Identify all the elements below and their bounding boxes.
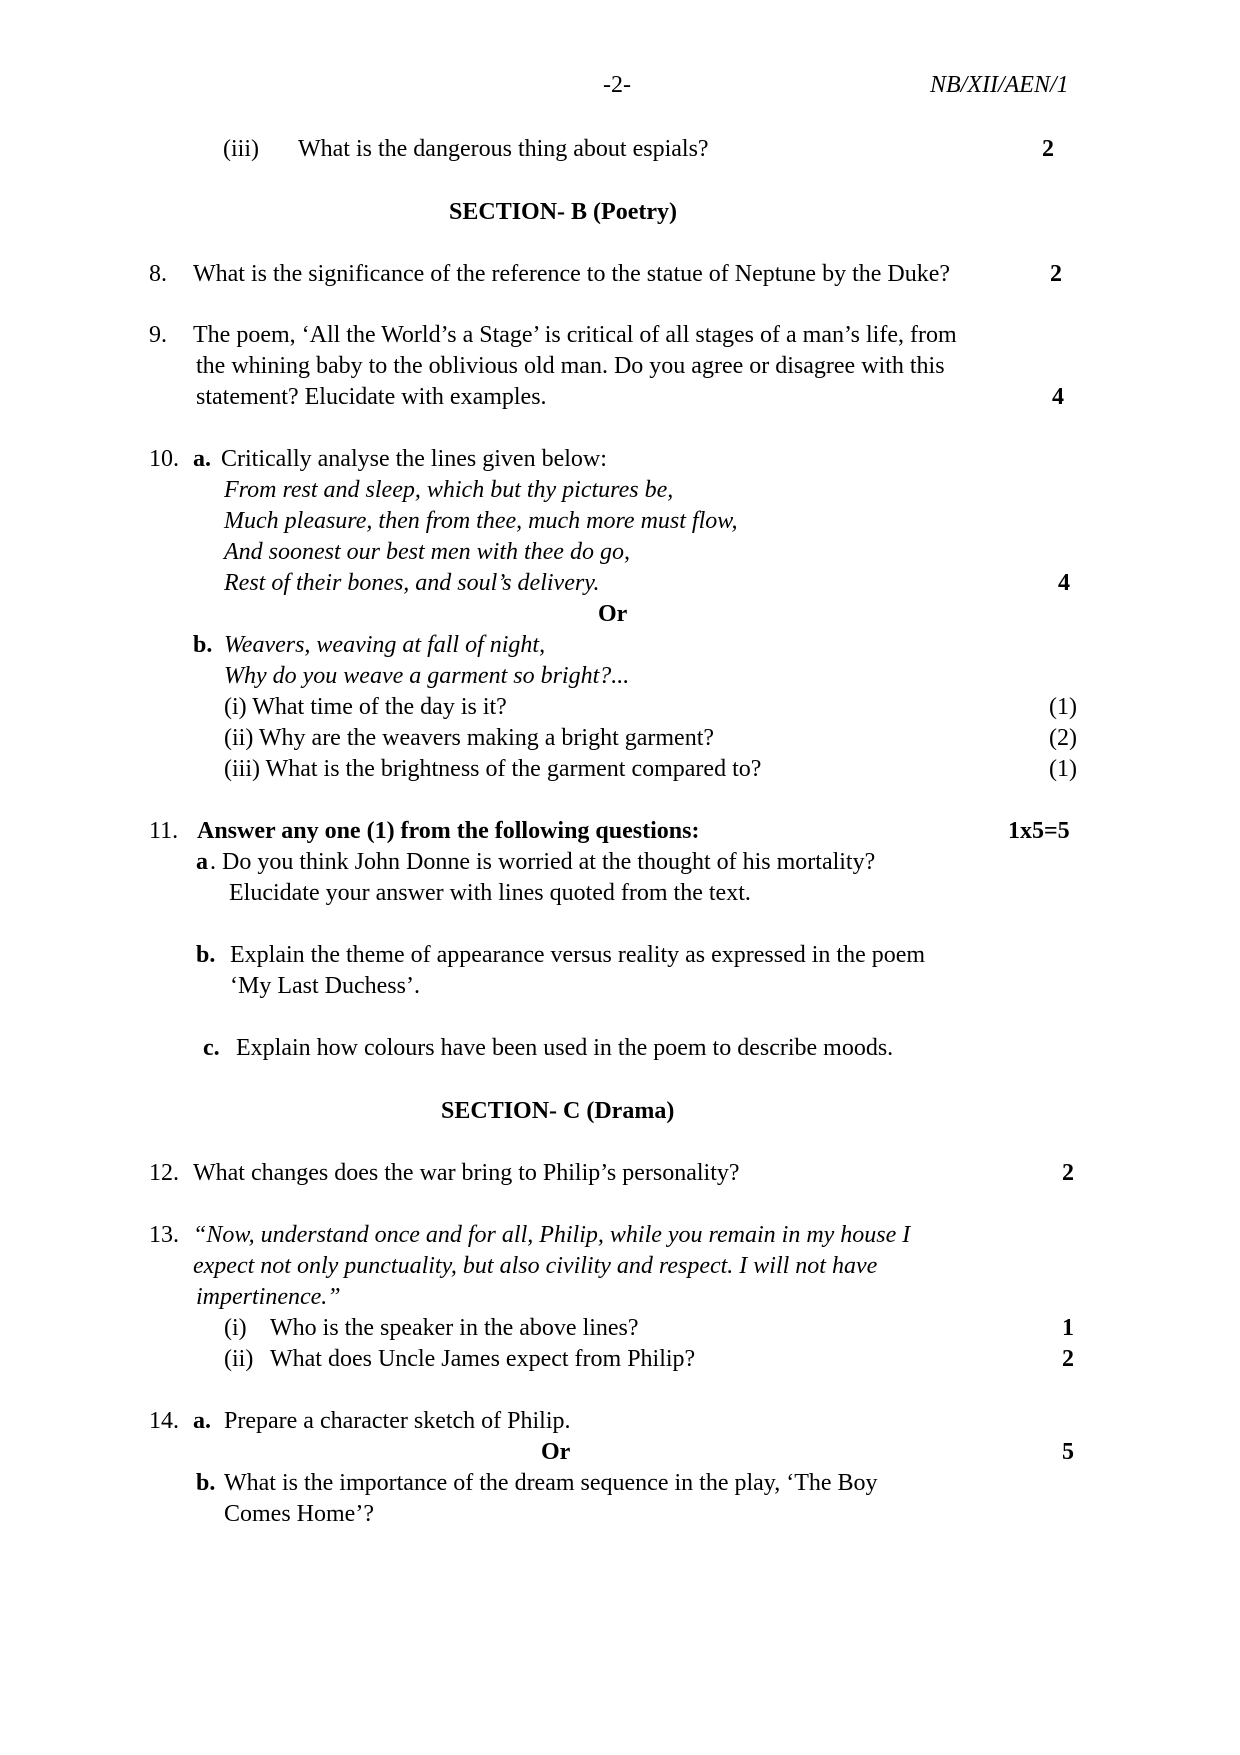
q14-b-line-2: Comes Home’? [224, 1501, 374, 1527]
q13-sub-1-text: Who is the speaker in the above lines? [270, 1315, 639, 1341]
q11-a-line-2: Elucidate your answer with lines quoted from the text. [229, 880, 751, 906]
q9-line-3: statement? Elucidate with examples. [196, 384, 547, 410]
q11-number: 11. [149, 818, 179, 844]
q10-or: Or [598, 601, 628, 627]
q9-marks: 4 [1052, 384, 1064, 410]
q10-b-sub-2-marks: (2) [1049, 725, 1077, 751]
q14-marks: 5 [1062, 1439, 1074, 1465]
q10-a-label: a. [193, 446, 211, 472]
q9-number: 9. [149, 322, 167, 348]
q13-number: 13. [149, 1222, 179, 1248]
q10-b-sub-1: (i) What time of the day is it? [224, 694, 507, 720]
q8-marks: 2 [1050, 261, 1062, 287]
q8-number: 8. [149, 261, 167, 287]
q10-a-poem-line-3: And soonest our best men with thee do go, [224, 539, 630, 565]
q10-a-poem-line-4: Rest of their bones, and soul’s delivery. [224, 570, 600, 596]
q14-a-text: Prepare a character sketch of Philip. [224, 1408, 571, 1434]
q13-quote-line-2: expect not only punctuality, but also civility and respect. I will not have [193, 1253, 878, 1279]
q11-a-line-1: . Do you think John Donne is worried at the thought of his mortality? [210, 849, 876, 875]
q10-number: 10. [149, 446, 179, 472]
q7-iii-number: (iii) [223, 136, 259, 162]
q14-b-line-1: What is the importance of the dream sequence in the play, ‘The Boy [224, 1470, 878, 1496]
q13-quote-line-1: “Now, understand once and for all, Philip, while you remain in my house I [193, 1222, 911, 1248]
section-b-title: SECTION- B (Poetry) [449, 199, 677, 225]
q13-sub-1-marks: 1 [1062, 1315, 1074, 1341]
q11-heading: Answer any one (1) from the following questions: [197, 818, 700, 844]
q10-b-sub-1-marks: (1) [1049, 694, 1077, 720]
q11-b-line-1: Explain the theme of appearance versus reality as expressed in the poem [230, 942, 926, 968]
q13-sub-2-marks: 2 [1062, 1346, 1074, 1372]
q13-sub-1-label: (i) [224, 1315, 247, 1341]
q7-iii-text: What is the dangerous thing about espials? [298, 136, 709, 162]
q9-line-1: The poem, ‘All the World’s a Stage’ is critical of all stages of a man’s life, from [193, 322, 957, 348]
q9-line-2: the whining baby to the oblivious old man. Do you agree or disagree with this [196, 353, 945, 379]
q14-b-label: b. [196, 1470, 216, 1496]
q10-b-sub-2: (ii) Why are the weavers making a bright garment? [224, 725, 715, 751]
section-c-title: SECTION- C (Drama) [441, 1098, 675, 1124]
q10-b-poem-line-2: Why do you weave a garment so bright?... [224, 663, 630, 689]
q14-number: 14. [149, 1408, 179, 1434]
q12-text: What changes does the war bring to Philip’s personality? [193, 1160, 740, 1186]
q13-sub-2-text: What does Uncle James expect from Philip? [270, 1346, 696, 1372]
q14-a-label: a. [193, 1408, 211, 1434]
q14-or: Or [541, 1439, 571, 1465]
q10-a-poem-line-2: Much pleasure, then from thee, much more must flow, [224, 508, 738, 534]
q10-a-text: Critically analyse the lines given below: [221, 446, 607, 472]
q10-b-poem-line-1: Weavers, weaving at fall of night, [224, 632, 546, 658]
q11-b-label: b. [196, 942, 216, 968]
q12-marks: 2 [1062, 1160, 1074, 1186]
paper-code: NB/XII/AEN/1 [930, 72, 1069, 98]
q7-iii-marks: 2 [1042, 136, 1054, 162]
q11-b-line-2: ‘My Last Duchess’. [230, 973, 420, 999]
q11-c-text: Explain how colours have been used in the poem to describe moods. [236, 1035, 894, 1061]
q13-sub-2-label: (ii) [224, 1346, 254, 1372]
q10-b-sub-3-marks: (1) [1049, 756, 1077, 782]
q10-a-marks: 4 [1058, 570, 1070, 596]
q11-a-label: a [196, 849, 208, 875]
q11-marks: 1x5=5 [1008, 818, 1070, 844]
q12-number: 12. [149, 1160, 179, 1186]
q11-c-label: c. [203, 1035, 220, 1061]
q10-a-poem-line-1: From rest and sleep, which but thy pictures be, [224, 477, 674, 503]
page-number: -2- [603, 72, 631, 98]
q10-b-label: b. [193, 632, 213, 658]
q13-quote-line-3: impertinence.” [196, 1284, 341, 1310]
q8-text: What is the significance of the reference to the statue of Neptune by the Duke? [193, 261, 951, 287]
q10-b-sub-3: (iii) What is the brightness of the garment compared to? [224, 756, 762, 782]
